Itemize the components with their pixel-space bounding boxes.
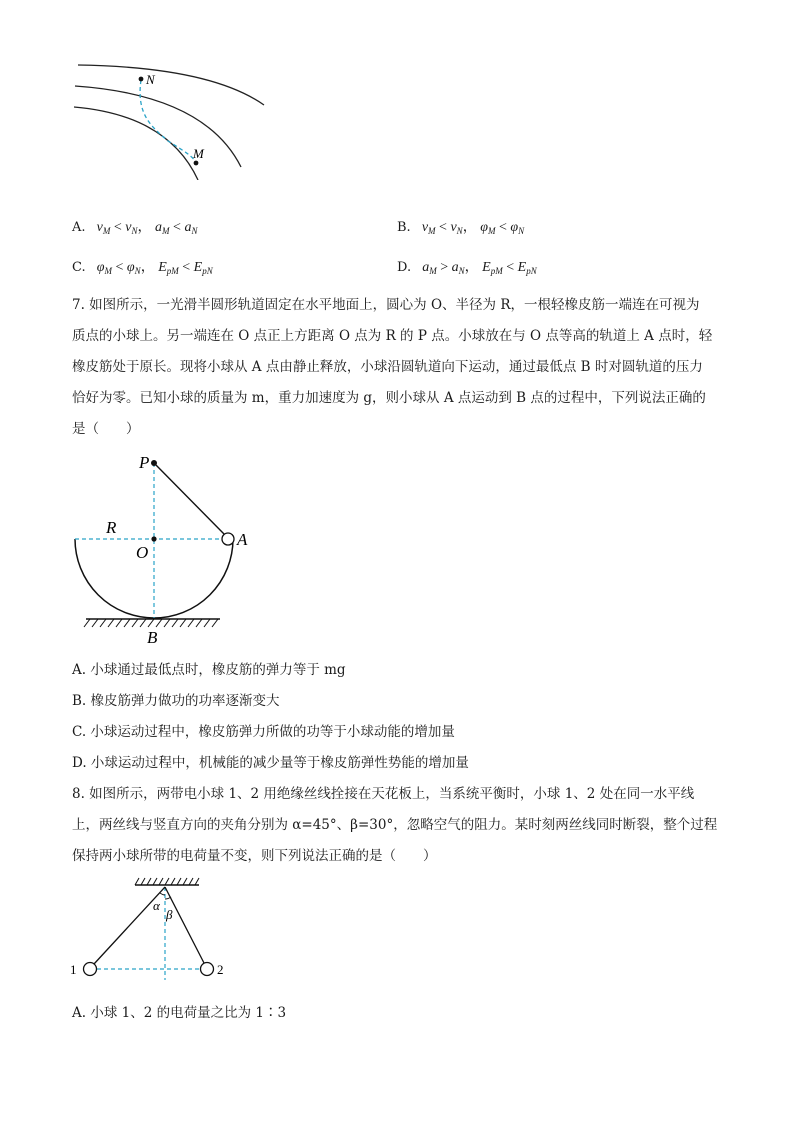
q7-option-b[interactable]: B. 橡皮筋弹力做功的功率逐渐变大 <box>72 693 280 709</box>
field-figure <box>60 55 280 180</box>
balls-figure <box>65 875 240 985</box>
q6-option-c[interactable]: C. $\varphi_M < \varphi_N$， $E_{pM} < E_{pN}$ <box>72 260 213 276</box>
beta-arc <box>165 897 171 899</box>
q7-option-c[interactable]: C. 小球运动过程中，橡皮筋弹力所做的功等于小球动能的增加量 <box>72 724 455 740</box>
q8-stem <box>72 779 722 872</box>
label-b: B <box>147 628 158 647</box>
trajectory-dashed <box>140 80 196 163</box>
label-a: A <box>237 530 248 549</box>
rubber-band <box>154 463 225 535</box>
ball-2 <box>201 963 214 976</box>
q7-option-a[interactable]: A. 小球通过最低点时，橡皮筋的弹力等于 mg <box>72 662 346 678</box>
q6-option-b[interactable]: B. $v_M < v_N$， $\varphi_M < \varphi_N$ <box>397 220 525 236</box>
point-p <box>151 460 157 466</box>
q8-line-1: 8. 如图所示，两带电小球 1、2 用绝缘丝线拴接在天花板上，当系统平衡时，小球 1、2 处在同一水平线 <box>72 786 695 802</box>
label-p: P <box>139 453 150 472</box>
label-n: N <box>146 72 155 87</box>
point-n <box>139 77 144 82</box>
q6-option-a[interactable]: A. $v_M < v_N$， $a_M < a_N$ <box>72 220 198 236</box>
label-m: M <box>193 146 204 161</box>
label-o: O <box>136 543 149 562</box>
q7-line-4: 恰好为零。已知小球的质量为 m，重力加速度为 g，则小球从 A 点运动到 B 点的过程中，下列说法正确的 <box>72 390 706 406</box>
q8-line-2: 上，两丝线与竖直方向的夹角分别为 α=45°、β=30°，忽略空气的阻力。某时刻两丝线同时断裂，整个过程 <box>72 817 718 833</box>
field-line-inner <box>74 107 198 180</box>
alpha-arc <box>160 893 165 895</box>
label-beta: β <box>166 907 173 922</box>
q7-line-2: 质点的小球上。另一端连在 O 点正上方距离 O 点为 R 的 P 点。小球放在与 O 点等高的轨道上 A 点时，轻 <box>72 328 713 344</box>
label-2: 2 <box>217 962 224 977</box>
q7-line-3: 橡皮筋处于原长。现将小球从 A 点由静止释放，小球沿圆轨道向下运动，通过最低点 B 时对圆轨道的压力 <box>72 359 703 375</box>
q7-line-1: 7. 如图所示，一光滑半圆形轨道固定在水平地面上，圆心为 O、半径为 R，一根轻橡皮筋一端连在可视为 <box>72 297 700 313</box>
ground-hatch <box>84 619 218 627</box>
q8-option-a[interactable]: A. 小球 1、2 的电荷量之比为 1∶3 <box>72 1005 287 1021</box>
ceiling-hatch <box>135 878 199 885</box>
q6-option-d[interactable]: D. $a_M > a_N$， $E_{pM} < E_{pN}$ <box>397 260 537 276</box>
label-1: 1 <box>70 962 77 977</box>
track-figure <box>70 445 280 650</box>
label-alpha: α <box>153 898 160 913</box>
ball-a <box>222 533 234 545</box>
point-o <box>151 536 156 541</box>
field-line-outer <box>78 65 264 105</box>
label-r: R <box>106 518 117 537</box>
ball-1 <box>84 963 97 976</box>
point-m <box>194 161 199 166</box>
q7-line-5: 是（ ） <box>72 421 140 437</box>
field-line-middle <box>75 86 241 167</box>
q7-option-d[interactable]: D. 小球运动过程中，机械能的减少量等于橡皮筋弹性势能的增加量 <box>72 755 469 771</box>
q7-stem <box>72 290 722 445</box>
thread-2 <box>165 887 204 963</box>
q8-line-3: 保持两小球所带的电荷量不变，则下列说法正确的是（ ） <box>72 848 437 864</box>
